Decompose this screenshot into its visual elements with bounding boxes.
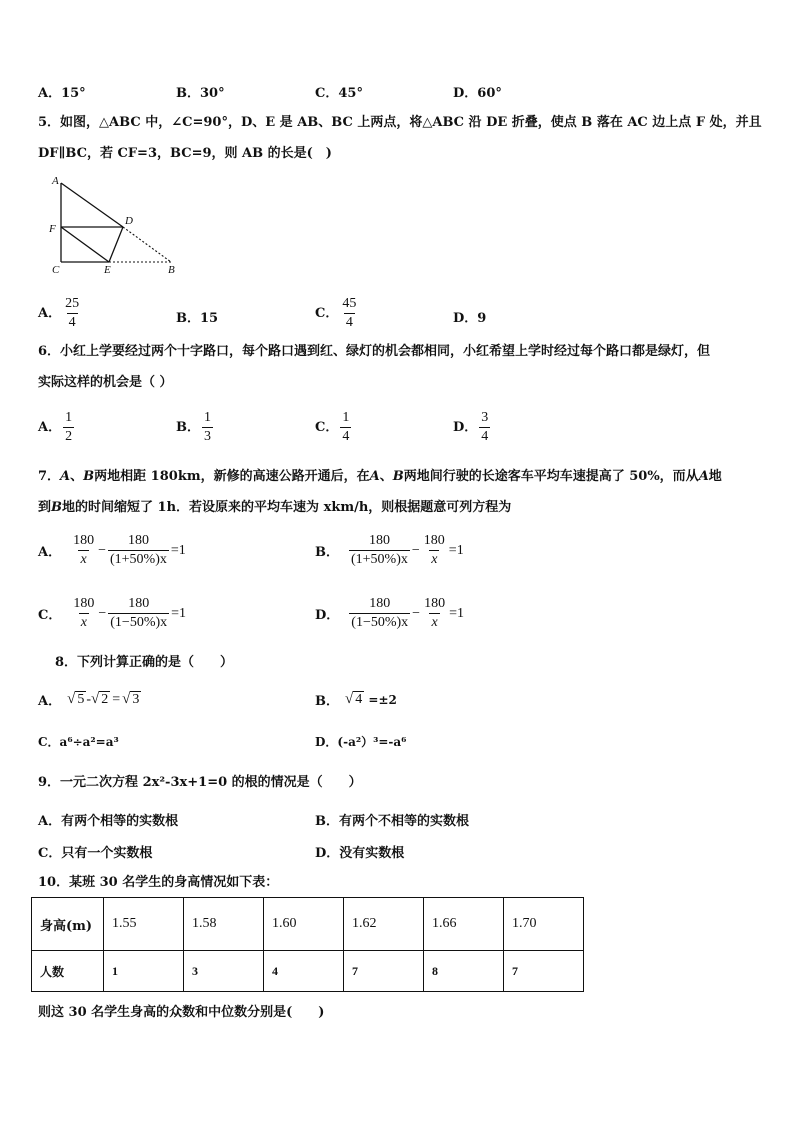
q5-option-b: B．15 [176, 311, 219, 326]
row-header-count: 人数 [32, 951, 104, 992]
q10-question: 则这 30 名学生身高的众数和中位数分别是( ) [38, 1005, 325, 1020]
q7-stem-line2: 到B地的时间缩短了 1h．若设原来的平均车速为 xkm/h，则根据题意可列方程为 [38, 500, 512, 515]
q4-option-a: A．15° [38, 86, 86, 101]
q5-triangle-figure [44, 172, 184, 280]
q6-option-b: B． $\frac{1}{3}$ [176, 410, 211, 444]
label-a: A [52, 175, 59, 187]
q10-stem: 10．某班 30 名学生的身高情况如下表： [38, 875, 279, 890]
segment-db-dotted [123, 227, 171, 262]
q6-stem-line1: 6．小红上学要经过两个十字路口，每个路口遇到红、绿灯的机会都相同，小红希望上学时经过每个路口都是绿灯，但 [38, 344, 711, 359]
table-cell: 1.70 [504, 898, 584, 951]
label-c: C [52, 264, 60, 276]
q9-option-a: A．有两个相等的实数根 [38, 814, 179, 829]
q8-option-c: C．a⁶÷a²=a³ [38, 735, 119, 749]
q9-option-c: C．只有一个实数根 [38, 846, 153, 861]
table-cell: 7 [344, 951, 424, 992]
table-cell: 8 [424, 951, 504, 992]
table-cell: 1.58 [184, 898, 264, 951]
q7-option-b: B． $\frac{180}{(1+50\%)x}$ − $\frac{180}{x}$ =1 [315, 533, 464, 567]
table-cell: 1.66 [424, 898, 504, 951]
table-cell: 1.55 [104, 898, 184, 951]
segment-fe [61, 227, 109, 262]
q4-option-c: C．45° [315, 86, 363, 101]
table-row [32, 951, 584, 992]
q5-option-a: A． $\frac{25}{4}$ [38, 296, 80, 330]
height-table [31, 897, 584, 992]
q4-option-b: B．30° [176, 86, 225, 101]
q8-stem: 8．下列计算正确的是（ ） [55, 655, 234, 670]
table-cell: 1.62 [344, 898, 424, 951]
table-cell: 3 [184, 951, 264, 992]
q6-stem-line2: 实际这样的机会是（ ） [38, 375, 173, 390]
q8-option-b: B． √ 4 =±2 [315, 691, 397, 709]
label-d: D [125, 215, 133, 227]
q8-option-a: A． √ 5 - √ 2 = √ 3 [38, 691, 140, 709]
q4-option-d: D．60° [453, 86, 502, 101]
q8-option-d: D．(-a²）³=-a⁶ [315, 735, 407, 749]
table-cell: 7 [504, 951, 584, 992]
q5-stem-line1: 5．如图，△ABC 中，∠C=90°，D、E 是 AB、BC 上两点，将△ABC 沿 DE 折叠，使点 B 落在 AC 边上点 F 处，并且 [38, 115, 762, 130]
q6-option-c: C． $\frac{1}{4}$ [315, 410, 350, 444]
label-b: B [168, 264, 175, 276]
q7-option-d: D． $\frac{180}{(1-50\%)x}$ − $\frac{180}{x}$ =1 [315, 596, 464, 630]
segment-ed [109, 227, 123, 262]
label-e: E [104, 264, 111, 276]
q5-option-c: C． $\frac{45}{4}$ [315, 296, 357, 330]
table-cell: 1 [104, 951, 184, 992]
segment-ad [61, 183, 123, 227]
q9-option-b: B．有两个不相等的实数根 [315, 814, 469, 829]
table-row [32, 898, 584, 951]
label-f: F [49, 223, 56, 235]
q7-option-a: A． $\frac{180}{x}$ − $\frac{180}{(1+50\%)x}$ =1 [38, 533, 186, 567]
table-cell: 4 [264, 951, 344, 992]
q7-option-c: C． $\frac{180}{x}$ − $\frac{180}{(1-50\%)x}$ =1 [38, 596, 187, 630]
q6-option-d: D． $\frac{3}{4}$ [453, 410, 489, 444]
q7-stem-line1: 7．A、B两地相距 180km，新修的高速公路开通后，在A、B两地间行驶的长途客车平均车速提高了 50%，而从A地 [38, 469, 722, 484]
row-header-height: 身高(m) [32, 898, 104, 951]
q6-option-a: A． $\frac{1}{2}$ [38, 410, 73, 444]
q9-stem: 9．一元二次方程 2x²-3x+1=0 的根的情况是（ ） [38, 775, 362, 790]
q9-option-d: D．没有实数根 [315, 846, 405, 861]
q5-stem-line2: DF∥BC，若 CF=3，BC=9，则 AB 的长是( ) [38, 146, 332, 161]
q5-option-d: D．9 [453, 311, 487, 326]
table-cell: 1.60 [264, 898, 344, 951]
